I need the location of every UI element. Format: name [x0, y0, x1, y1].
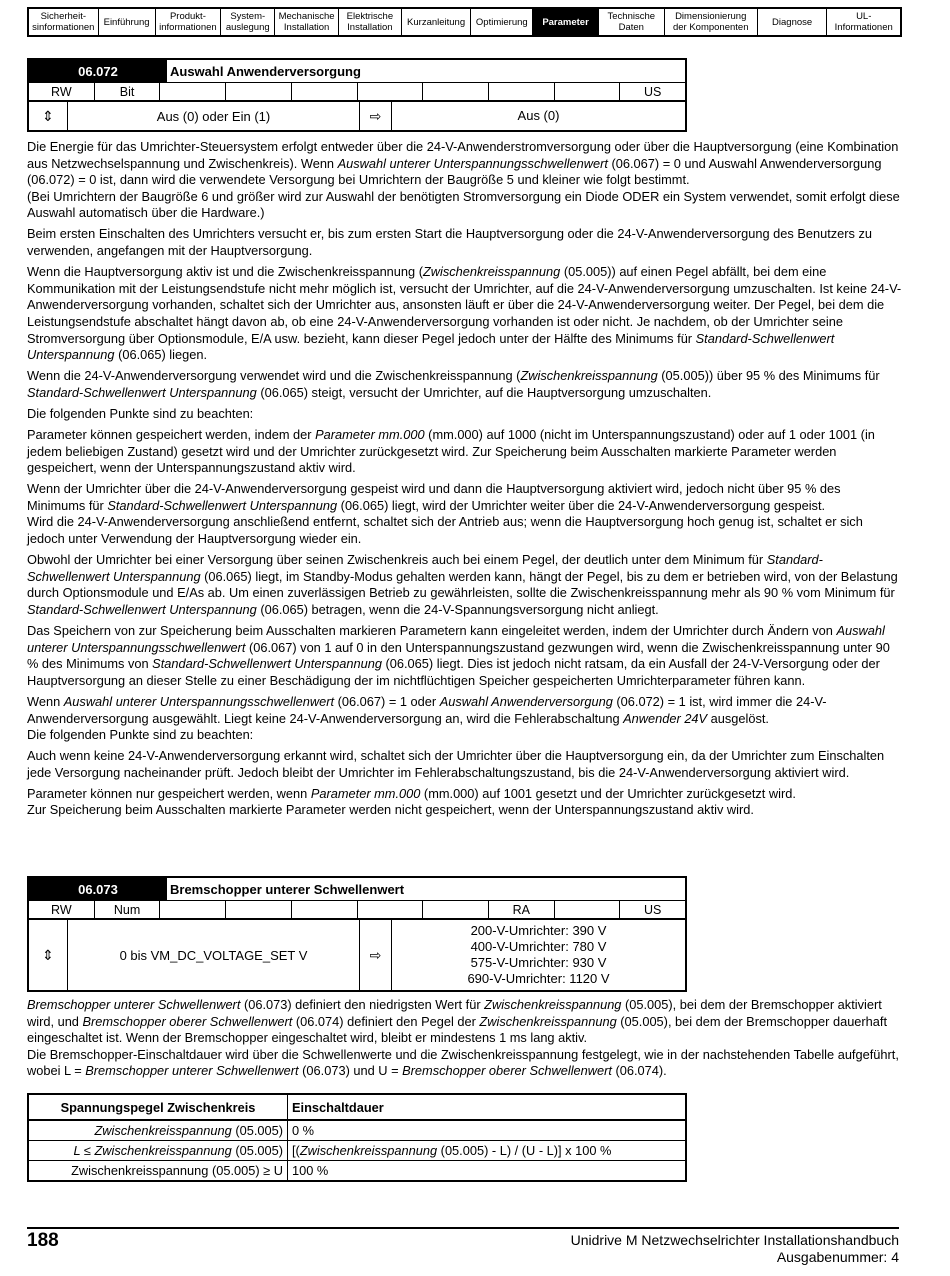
- paragraph: Parameter können nur gespeichert werden, wenn Parameter mm.000 (mm.000) auf 1001 gesetzt und der Umrichter zurückgesetzt wird. Zur Speicherung beim Ausschalten markierte Parameter werden nicht gespeichert, wenn der Unterspannungszustand aktiv wird.: [27, 785, 796, 818]
- footer-text: [571, 1232, 899, 1266]
- flag-cell: RW: [29, 83, 95, 100]
- paragraph: Die folgenden Punkte sind zu beachten:: [27, 405, 254, 421]
- default-line: 200-V-Umrichter: 390 V: [470, 923, 607, 938]
- flag-cell: [292, 901, 358, 918]
- page-number: 188: [27, 1230, 59, 1251]
- flag-cell: [489, 83, 555, 100]
- default-line: 575-V-Umrichter: 930 V: [470, 955, 607, 970]
- range-icon: ⇕: [29, 920, 68, 990]
- table-cell: L ≤ Zwischenkreisspannung (05.005): [28, 1141, 288, 1161]
- description-06072: [27, 139, 902, 824]
- table-cell: 100 %: [288, 1161, 687, 1182]
- flag-cell: US: [643, 902, 662, 917]
- table-header-row: [28, 1094, 686, 1120]
- flag-cell: [358, 83, 424, 100]
- default-arrow-icon: ⇨: [360, 920, 392, 990]
- flag-cell: [226, 901, 292, 918]
- flag-cell: [160, 901, 226, 918]
- parameter-default: Aus (0): [517, 108, 560, 123]
- description-06073: [27, 997, 902, 1084]
- tab-kurzanleitung[interactable]: Kurzanleitung: [402, 9, 472, 35]
- flag-cell: [555, 901, 621, 918]
- table-header: Einschaltdauer: [288, 1094, 687, 1120]
- table-row: [28, 1120, 686, 1141]
- flag-cell: [358, 901, 424, 918]
- flag-cell: [160, 83, 226, 100]
- paragraph: Wenn die 24-V-Anwenderversorgung verwendet wird und die Zwischenkreisspannung (Zwischenkreisspannung (05.005)) über 95 % des Minimums für Standard-Schwellenwert Unterspannung (06.065) steigt, versucht der Umrichter, auf die Hauptversorgung umzuschalten.: [27, 368, 880, 400]
- parameter-number: 06.072: [29, 60, 167, 82]
- paragraph: Wenn Auswahl unterer Unterspannungsschwellenwert (06.067) = 1 oder Auswahl Anwenderversorgung (06.072) = 1 ist, wird immer die 24-V-Anwenderversorgung ausgewählt. Liegt keine 24-V-Anwenderversorgung an, wird die Fehlerabschaltung Anwender 24V ausgelöst. Die folgenden Punkte sind zu beachten:: [27, 693, 827, 743]
- table-cell: Zwischenkreisspannung (05.005): [28, 1120, 288, 1141]
- flag-cell: RA: [489, 901, 555, 918]
- tab-elektrische[interactable]: Elektrische Installation: [339, 9, 402, 35]
- paragraph: Das Speichern von zur Speicherung beim Ausschalten markieren Parametern kann eingeleitet werden, indem der Umrichter durch Ändern von Auswahl unterer Unterspannungsschwellenwert (06.067) von 1 auf 0 in den Unterspannungszustand gezwungen wird, wenn die Zwischenkreisspannung unter 90 % des Minimums von Standard-Schwellenwert Unterspannung (06.065) liegt. Dies ist jedoch nicht ratsam, da ein Ausfall der 24-V-Versorgung oder der Hauptversorgung an dieser Stelle zu einer Beschädigung der im nichtflüchtigen Speicher gespeicherten Umrichterparameter führen kann.: [27, 623, 890, 688]
- parameter-box-06072: [27, 58, 687, 132]
- flag-cell: US: [643, 84, 662, 99]
- issue-number: Ausgabenummer: 4: [776, 1249, 899, 1265]
- parameter-number: 06.073: [29, 878, 167, 900]
- paragraph: Die Energie für das Umrichter-Steuersystem erfolgt entweder über die 24-V-Anwenderstromversorgung oder über die Hauptversorgung (eine Kombination aus Netzwechselspannung und Zwischenkreis). Wenn Auswahl unterer Unterspannungsschwellenwert (06.067) = 0 und Auswahl Anwenderversorgung (06.072) = 0 ist, dann wird die verwendete Versorgung bei Umrichtern der Baugröße 5 und kleiner wie folgt bestimmt. (Bei Umrichtern der Baugröße 6 und größer wird zur Auswahl der benötigten Stromversorgung ein Diode ODER ein System verwendet, somit erfolgt diese Auswahl automatisch über die Hardware.): [27, 139, 900, 221]
- parameter-box-06073: [27, 876, 687, 992]
- flag-cell: Num: [95, 901, 161, 918]
- default-line: 400-V-Umrichter: 780 V: [470, 939, 607, 954]
- paragraph: Bremschopper unterer Schwellenwert (06.073) definiert den niedrigsten Wert für Zwischenkreisspannung (05.005), bei dem der Bremschopper aktiviert wird, und Bremschopper oberer Schwellenwert (06.074) definiert den Pegel der Zwischenkreisspannung (05.005), bei dem der Bremschopper dauerhaft eingeschaltet ist. Wenn der Bremschopper eingeschaltet wird, bleibt er mindestens 1 ms lang aktiv. Die Bremschopper-Einschaltdauer wird über die Schwellenwerte und die Zwischenkreisspannung festgelegt, wie in der nachstehenden Tabelle aufgeführt, wobei L = Bremschopper unterer Schwellenwert (06.073) und U = Bremschopper oberer Schwellenwert (06.074).: [27, 997, 899, 1079]
- parameter-title: Auswahl Anwenderversorgung: [170, 63, 361, 79]
- tab-optimierung[interactable]: Optimierung: [471, 9, 533, 35]
- tab-mechanische[interactable]: Mechanische Installation: [275, 9, 339, 35]
- tab-parameter[interactable]: Parameter: [533, 9, 599, 35]
- range-icon: ⇕: [29, 102, 68, 130]
- default-arrow-icon: ⇨: [360, 102, 392, 130]
- parameter-range: Aus (0) oder Ein (1): [68, 102, 360, 130]
- tab-diagnose[interactable]: Diagnose: [758, 9, 828, 35]
- table-row: [28, 1141, 686, 1161]
- tab-einfuehrung[interactable]: Einführung: [99, 9, 156, 35]
- footer-divider: [27, 1227, 899, 1229]
- paragraph: Obwohl der Umrichter bei einer Versorgung über seinen Zwischenkreis auch bei einem Pegel, der deutlich unter dem Minimum für Standard-Schwellenwert Unterspannung (06.065) liegt, im Standby-Modus gehalten werden kann, hängt der Pegel, bis zu dem er betrieben wird, von der Belastung durch Optionsmodule und E/As ab. Um einen zuverlässigen Betrieb zu gewährleisten, sollte die Zwischenkreisspannung mehr als 90 % vom Minimum für Standard-Schwellenwert Unterspannung (06.065) betragen, wenn die 24-V-Spannungsversorgung nicht anliegt.: [27, 552, 898, 617]
- table-cell: [(Zwischenkreisspannung (05.005) - L) / (U - L)] x 100 %: [288, 1141, 687, 1161]
- tab-dimensionierung[interactable]: Dimensionierung der Komponenten: [665, 9, 758, 35]
- table-cell: Zwischenkreisspannung (05.005) ≥ U: [28, 1161, 288, 1182]
- paragraph: Wenn die Hauptversorgung aktiv ist und die Zwischenkreisspannung (Zwischenkreisspannung (05.005)) auf einen Pegel abfällt, bei dem eine Kommunikation mit der Leistungsendstufe nicht mehr möglich ist, versucht der Umrichter, auf die 24-V-Anwenderversorgung umzuschalten. Ist keine 24-V-Anwenderversorgung vorhanden, schaltet sich der Umrichter aus, ansonsten läuft er über die 24-V-Anwenderversorgung weiter. Der Pegel, bei dem die Leistungsendstufe abschaltet hängt davon ab, ob eine 24-V-Anwenderversorgung vorhanden ist oder nicht. Je nachdem, ob der Umrichter seine Stromversorgung über Optionsmodule, E/A usw. bezieht, kann dieser Pegel jedoch unter der Hälfte des Minimums für Standard-Schwellenwert Unterspannung (06.065) liegen.: [27, 264, 902, 363]
- parameter-flags: [29, 83, 685, 102]
- parameter-title: Bremschopper unterer Schwellenwert: [170, 881, 405, 897]
- parameter-default: [392, 920, 685, 990]
- flag-cell: [423, 901, 489, 918]
- paragraph: Wenn der Umrichter über die 24-V-Anwenderversorgung gespeist wird und dann die Hauptversorgung aktiviert wird, jedoch nicht über 95 % des Minimums für Standard-Schwellenwert Unterspannung (06.065) liegt, wird der Umrichter weiter über die 24-V-Anwenderversorgung gespeist. Wird die 24-V-Anwenderversorgung anschließend entfernt, schaltet sich der Antrieb aus; wenn die Hauptversorgung hoch genug ist, schaltet er sich jedoch unter Verwendung der Hauptversorgung wieder ein.: [27, 481, 863, 547]
- paragraph: Beim ersten Einschalten des Umrichters versucht er, bis zum ersten Start die Hauptversorgung oder die 24-V-Anwenderversorgung des Benutzers zu verwenden, angefangen mit der Hauptversorgung.: [27, 226, 873, 259]
- parameter-flags: [29, 901, 685, 920]
- table-row: [28, 1161, 686, 1182]
- tab-ul[interactable]: UL- Informationen: [834, 11, 893, 33]
- table-header: Spannungspegel Zwischenkreis: [28, 1094, 288, 1120]
- chapter-nav: [27, 7, 902, 37]
- paragraph: Parameter können gespeichert werden, indem der Parameter mm.000 (mm.000) auf 1000 (nicht im Unterspannungszustand) oder auf 1 oder 1001 (in jedem beliebigen Zustand) gesetzt wird und der Umrichter zurückgesetzt wird. Zur Speicherung beim Ausschalten markierte Parameter werden gespeichert, wenn der Unterspannungszustand aktiv wird.: [27, 427, 875, 476]
- paragraph: Auch wenn keine 24-V-Anwenderversorgung erkannt wird, schaltet sich der Umrichter über die Hauptversorgung ein, da der Umrichter zum Einschalten jede Versorgung nacheinander prüft. Jedoch bleibt der Umrichter im Fehlerabschaltungszustand, bis die 24-V-Anwenderversorgung aktiviert wird.: [27, 748, 885, 780]
- flag-cell: RW: [29, 901, 95, 918]
- tab-sicherheit[interactable]: Sicherheit- sinformationen: [29, 9, 99, 35]
- parameter-range: 0 bis VM_DC_VOLTAGE_SET V: [68, 920, 360, 990]
- tab-system[interactable]: System- auslegung: [221, 9, 275, 35]
- duty-cycle-table: [27, 1093, 687, 1182]
- tab-technische-daten[interactable]: Technische Daten: [599, 9, 665, 35]
- flag-cell: [423, 83, 489, 100]
- flag-cell: [292, 83, 358, 100]
- default-line: 690-V-Umrichter: 1120 V: [467, 971, 610, 986]
- manual-title: Unidrive M Netzwechselrichter Installationshandbuch: [570, 1232, 899, 1248]
- flag-cell: [226, 83, 292, 100]
- table-cell: 0 %: [288, 1120, 687, 1141]
- flag-cell: [555, 83, 621, 100]
- tab-produkt[interactable]: Produkt- informationen: [156, 9, 222, 35]
- flag-cell: Bit: [95, 83, 161, 100]
